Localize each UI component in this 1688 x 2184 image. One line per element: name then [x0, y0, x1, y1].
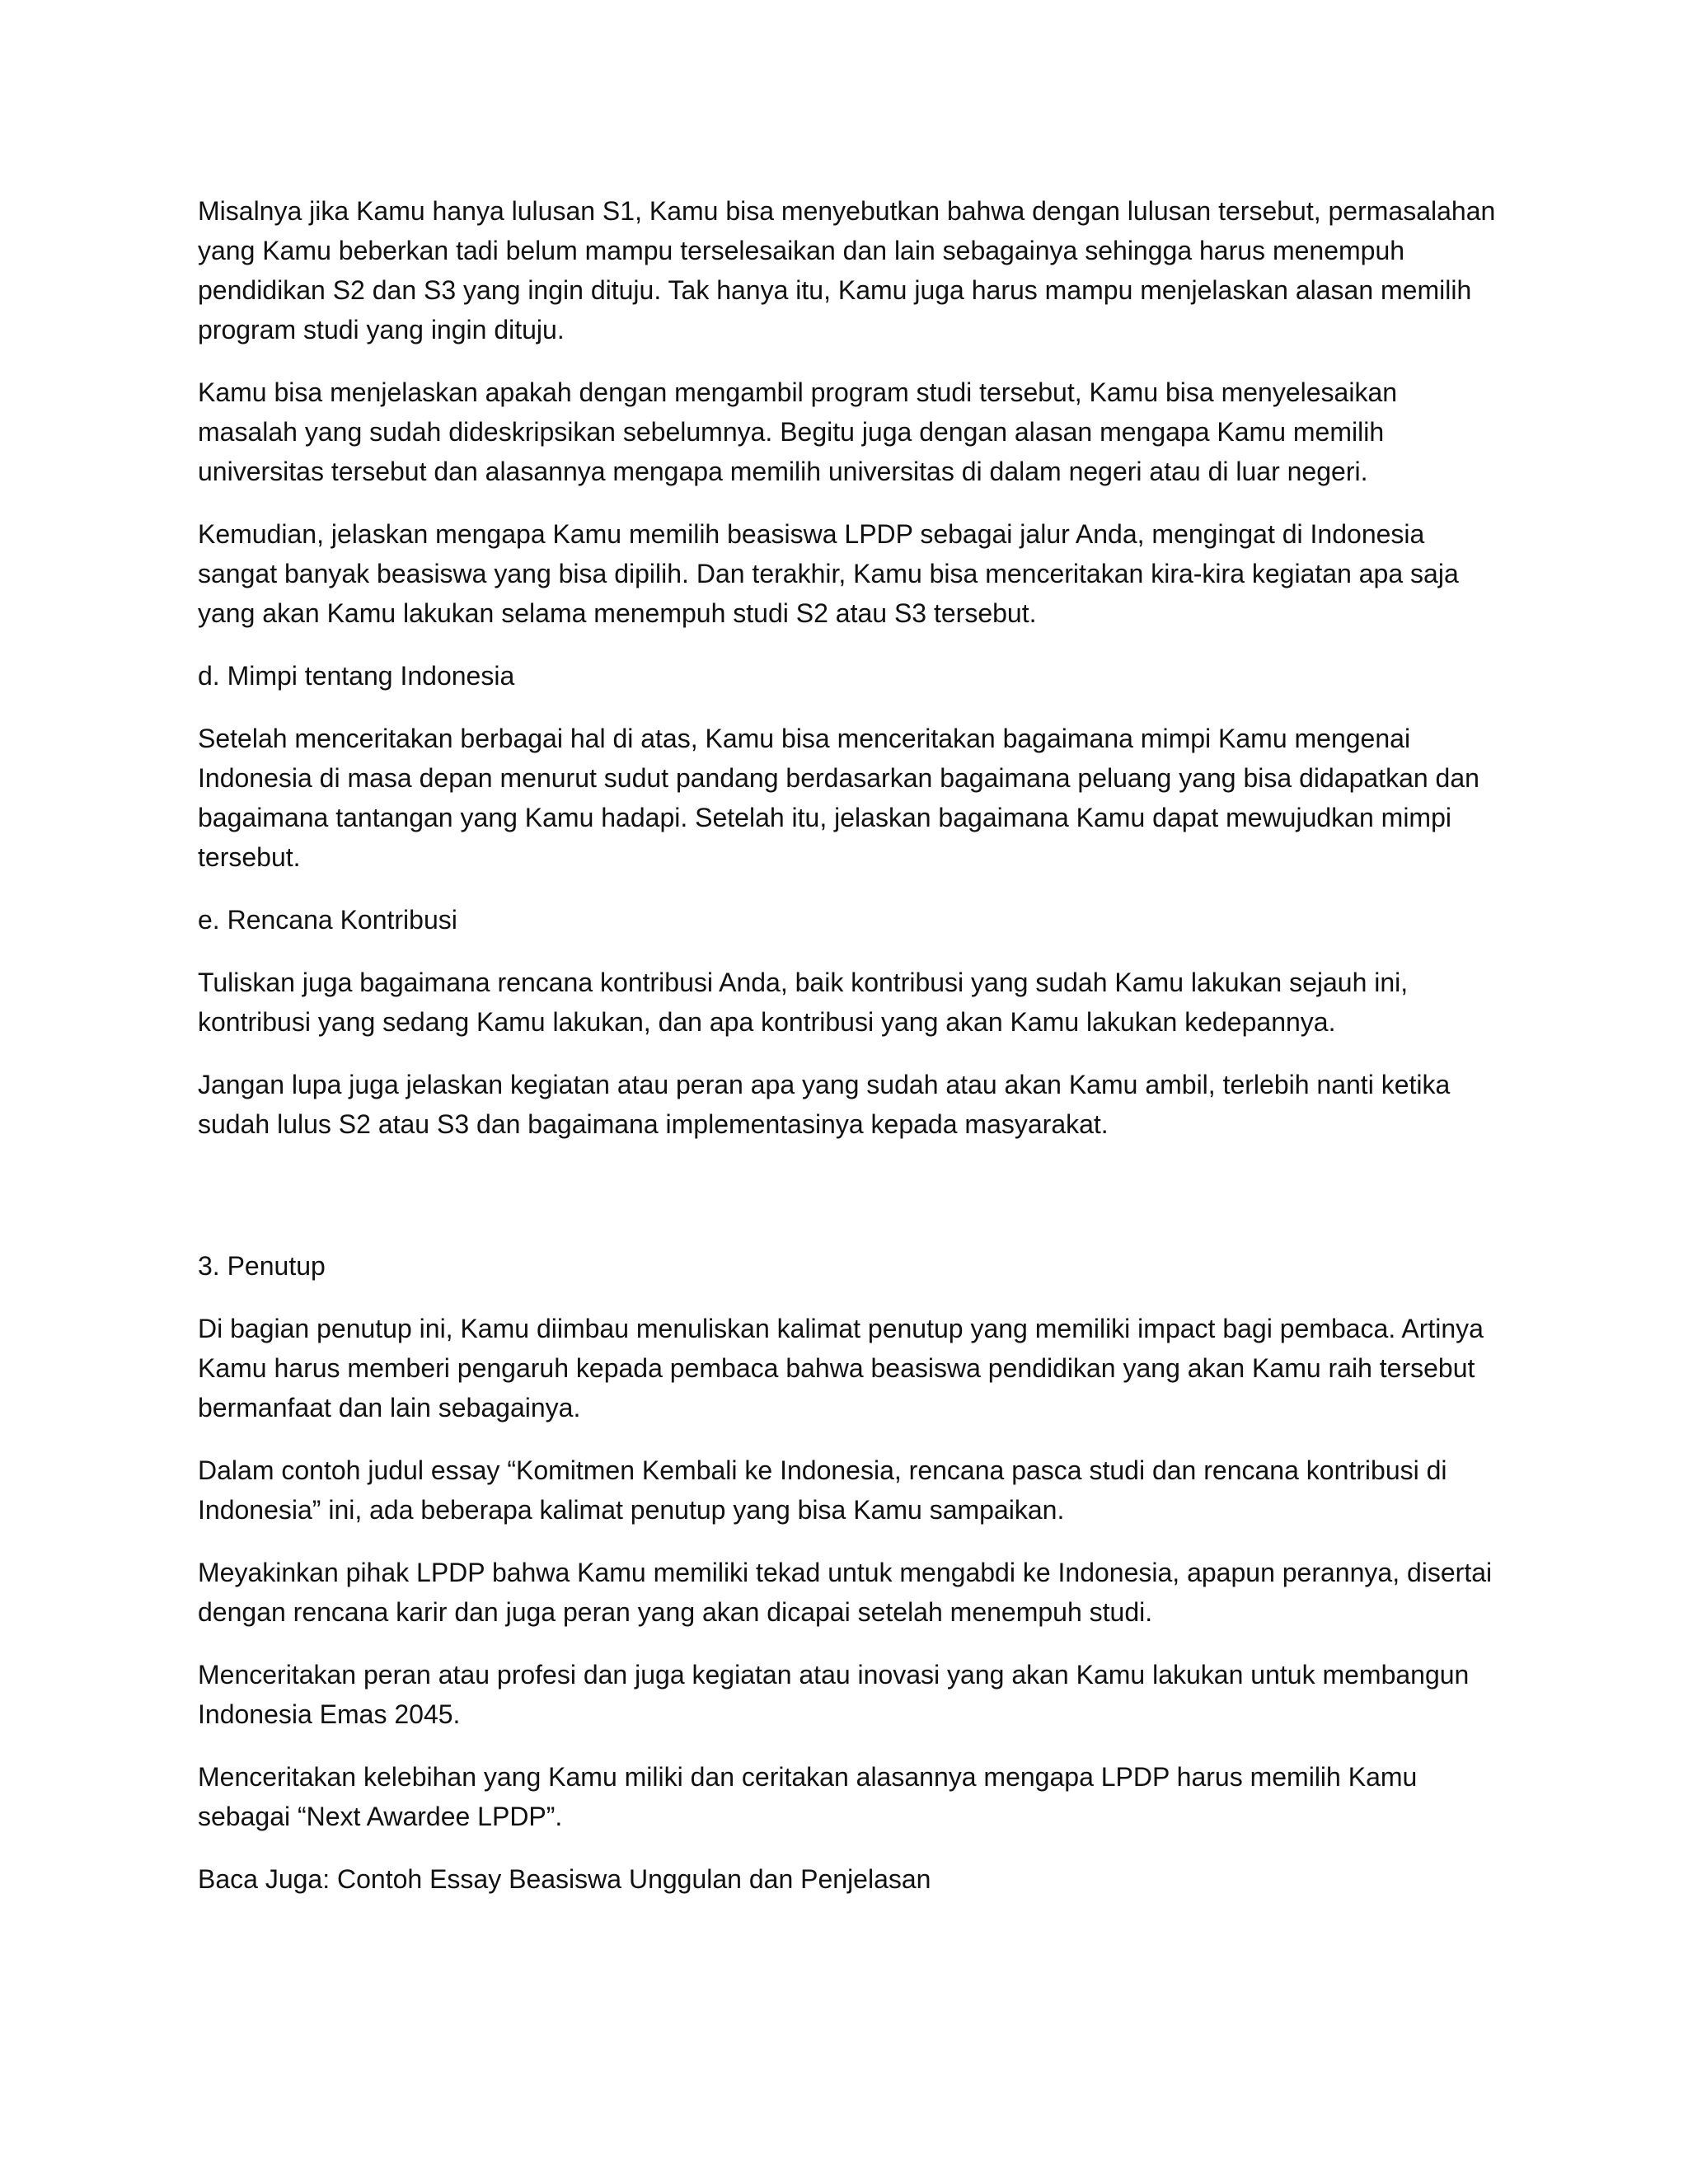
- document-part-2: [198, 1246, 1500, 1899]
- paragraph-s1-graduate: Misalnya jika Kamu hanya lulusan S1, Kamu bisa menyebutkan bahwa dengan lulusan tersebut, permasalahan yang Kamu beberkan tadi belum mampu terselesaikan dan lain sebagainya sehingga harus menempuh pendidikan S2 dan S3 yang ingin dituju. Tak hanya itu, Kamu juga harus mampu menjelaskan alasan memilih program studi yang ingin dituju.: [198, 196, 1496, 344]
- section-spacer: [198, 1167, 1500, 1246]
- document-page: [198, 191, 1500, 1922]
- paragraph-kegiatan-peran: Jangan lupa juga jelaskan kegiatan atau peran apa yang sudah atau akan Kamu ambil, terlebih nanti ketika sudah lulus S2 atau S3 dan bagaimana implementasinya kepada masyarakat.: [198, 1070, 1451, 1139]
- paragraph-baca-juga: Baca Juga: Contoh Essay Beasiswa Unggulan dan Penjelasan: [198, 1864, 931, 1894]
- paragraph-penutup-impact: Di bagian penutup ini, Kamu diimbau menuliskan kalimat penutup yang memiliki impact bagi pembaca. Artinya Kamu harus memberi pengaruh kepada pembaca bahwa beasiswa pendidikan yang akan Kamu raih tersebut bermanfaat dan lain sebagainya.: [198, 1314, 1484, 1422]
- heading-mimpi-indonesia: d. Mimpi tentang Indonesia: [198, 661, 515, 691]
- paragraph-why-lpdp: Kemudian, jelaskan mengapa Kamu memilih beasiswa LPDP sebagai jalur Anda, mengingat di Indonesia sangat banyak beasiswa yang bisa dipilih. Dan terakhir, Kamu bisa menceritakan kira-kira kegiatan apa saja yang akan Kamu lakukan selama menempuh studi S2 atau S3 tersebut.: [198, 519, 1459, 628]
- paragraph-mimpi: Setelah menceritakan berbagai hal di atas, Kamu bisa menceritakan bagaimana mimpi Kamu mengenai Indonesia di masa depan menurut sudut pandang berdasarkan bagaimana peluang yang bisa didapatkan dan bagaimana tantangan yang Kamu hadapi. Setelah itu, jelaskan bagaimana Kamu dapat mewujudkan mimpi tersebut.: [198, 724, 1479, 872]
- heading-rencana-kontribusi: e. Rencana Kontribusi: [198, 905, 457, 935]
- document-part-1: [198, 191, 1500, 1144]
- paragraph-kontribusi: Tuliskan juga bagaimana rencana kontribusi Anda, baik kontribusi yang sudah Kamu lakukan sejauh ini, kontribusi yang sedang Kamu lakukan, dan apa kontribusi yang akan Kamu lakukan kedepannya.: [198, 968, 1409, 1037]
- paragraph-study-program: Kamu bisa menjelaskan apakah dengan mengambil program studi tersebut, Kamu bisa menyelesaikan masalah yang sudah dideskripsikan sebelumnya. Begitu juga dengan alasan mengapa Kamu memilih universitas tersebut dan alasannya mengapa memilih universitas di dalam negeri atau di luar negeri.: [198, 377, 1398, 486]
- heading-penutup: 3. Penutup: [198, 1251, 326, 1281]
- paragraph-meyakinkan-lpdp: Meyakinkan pihak LPDP bahwa Kamu memiliki tekad untuk mengabdi ke Indonesia, apapun perannya, disertai dengan rencana karir dan juga peran yang akan dicapai setelah menempuh studi.: [198, 1558, 1493, 1627]
- paragraph-next-awardee: Menceritakan kelebihan yang Kamu miliki dan ceritakan alasannya mengapa LPDP harus memilih Kamu sebagai “Next Awardee LPDP”.: [198, 1762, 1418, 1831]
- paragraph-contoh-judul: Dalam contoh judul essay “Komitmen Kembali ke Indonesia, rencana pasca studi dan rencana kontribusi di Indonesia” ini, ada beberapa kalimat penutup yang bisa Kamu sampaikan.: [198, 1455, 1447, 1525]
- paragraph-indonesia-emas: Menceritakan peran atau profesi dan juga kegiatan atau inovasi yang akan Kamu lakukan untuk membangun Indonesia Emas 2045.: [198, 1660, 1470, 1729]
